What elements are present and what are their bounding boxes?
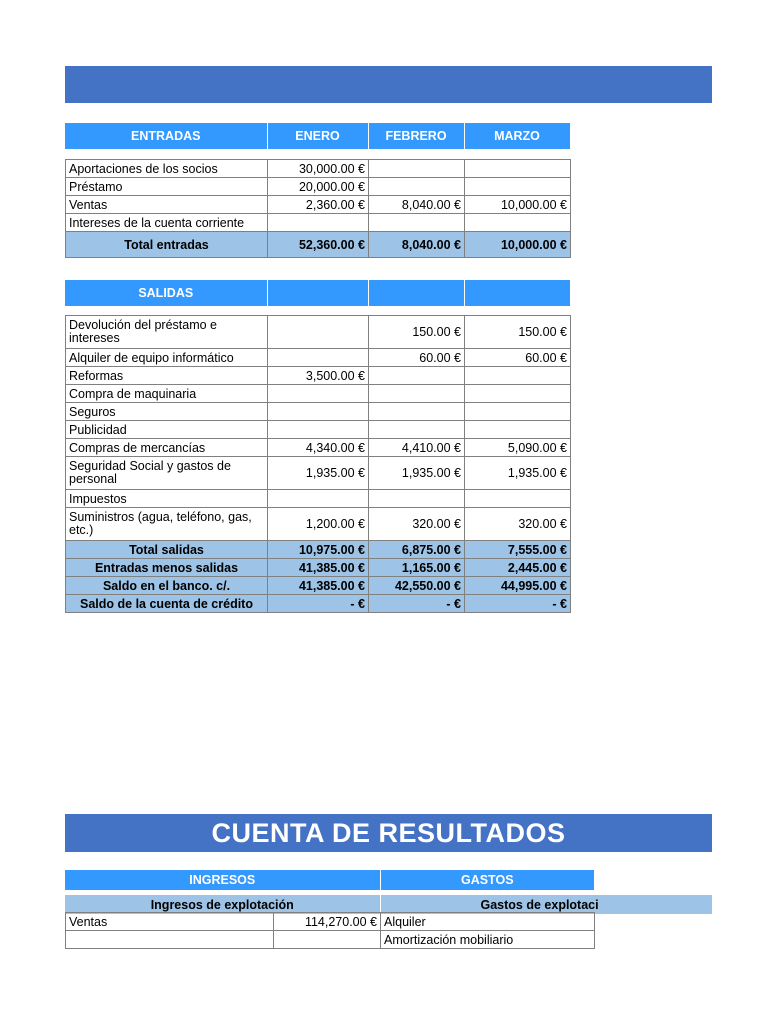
cell-enero xyxy=(268,385,369,403)
cell-enero: 4,340.00 € xyxy=(268,439,369,457)
total-febrero: 8,040.00 € xyxy=(369,232,465,258)
cell-enero: 20,000.00 € xyxy=(268,178,369,196)
cell-enero xyxy=(268,214,369,232)
total-enero: 41,385.00 € xyxy=(268,577,369,595)
cell-marzo xyxy=(465,421,571,439)
table-row xyxy=(66,931,595,949)
cell-enero xyxy=(268,403,369,421)
cell-febrero: 1,935.00 € xyxy=(369,457,465,490)
row-label: Alquiler de equipo informático xyxy=(66,349,268,367)
cell-enero: 2,360.00 € xyxy=(268,196,369,214)
cell-febrero: 4,410.00 € xyxy=(369,439,465,457)
row-label: Seguros xyxy=(66,403,268,421)
total-marzo: 7,555.00 € xyxy=(465,541,571,559)
cell-enero: 30,000.00 € xyxy=(268,160,369,178)
cell-marzo: 320.00 € xyxy=(465,508,571,541)
total-label: Total salidas xyxy=(66,541,268,559)
total-row xyxy=(66,559,571,577)
header-filler xyxy=(594,870,712,890)
ingresos-header: INGRESOS xyxy=(65,870,380,890)
cell-marzo: 1,935.00 € xyxy=(465,457,571,490)
ingreso-label: Ventas xyxy=(66,913,274,931)
total-label: Saldo en el banco. c/. xyxy=(66,577,268,595)
row-label: Préstamo xyxy=(66,178,268,196)
row-label: Compras de mercancías xyxy=(66,439,268,457)
total-marzo: - € xyxy=(465,595,571,613)
table-row xyxy=(66,367,571,385)
top-banner xyxy=(65,66,712,103)
entradas-header-label: ENTRADAS xyxy=(65,123,267,149)
table-row xyxy=(66,508,571,541)
cell-enero: 3,500.00 € xyxy=(268,367,369,385)
table-row xyxy=(66,913,595,931)
gastos-header: GASTOS xyxy=(380,870,594,890)
total-enero: - € xyxy=(268,595,369,613)
total-marzo: 44,995.00 € xyxy=(465,577,571,595)
table-row xyxy=(66,457,571,490)
header-blank-3 xyxy=(464,280,570,306)
cell-febrero xyxy=(369,367,465,385)
cell-marzo: 5,090.00 € xyxy=(465,439,571,457)
total-marzo: 10,000.00 € xyxy=(465,232,571,258)
salidas-table xyxy=(65,315,571,613)
table-row xyxy=(66,316,571,349)
cell-febrero xyxy=(369,403,465,421)
total-marzo: 2,445.00 € xyxy=(465,559,571,577)
table-row xyxy=(66,214,571,232)
total-row xyxy=(66,541,571,559)
total-label: Entradas menos salidas xyxy=(66,559,268,577)
row-label: Publicidad xyxy=(66,421,268,439)
table-row xyxy=(66,439,571,457)
cell-febrero: 8,040.00 € xyxy=(369,196,465,214)
table-row xyxy=(66,160,571,178)
total-row xyxy=(66,595,571,613)
total-label: Saldo de la cuenta de crédito xyxy=(66,595,268,613)
table-row xyxy=(66,178,571,196)
cell-marzo xyxy=(465,385,571,403)
cell-marzo xyxy=(465,214,571,232)
total-febrero: 1,165.00 € xyxy=(369,559,465,577)
cell-febrero xyxy=(369,421,465,439)
total-enero: 10,975.00 € xyxy=(268,541,369,559)
cell-febrero: 150.00 € xyxy=(369,316,465,349)
header-blank-2 xyxy=(368,280,464,306)
total-row xyxy=(66,577,571,595)
gasto-label: Alquiler xyxy=(381,913,595,931)
entradas-table xyxy=(65,159,571,258)
cell-marzo xyxy=(465,403,571,421)
cell-marzo xyxy=(465,160,571,178)
cell-enero xyxy=(268,349,369,367)
resultados-title: CUENTA DE RESULTADOS xyxy=(65,814,712,852)
header-blank-1 xyxy=(267,280,368,306)
total-enero: 41,385.00 € xyxy=(268,559,369,577)
row-label: Devolución del préstamo e intereses xyxy=(66,316,268,349)
resultados-header xyxy=(65,870,712,890)
header-marzo: MARZO xyxy=(464,123,570,149)
cell-enero: 1,200.00 € xyxy=(268,508,369,541)
entradas-header xyxy=(65,123,571,149)
ingreso-value xyxy=(274,931,381,949)
cell-marzo: 60.00 € xyxy=(465,349,571,367)
row-label: Impuestos xyxy=(66,490,268,508)
cell-marzo xyxy=(465,490,571,508)
cell-marzo: 10,000.00 € xyxy=(465,196,571,214)
row-label: Reformas xyxy=(66,367,268,385)
cell-febrero xyxy=(369,178,465,196)
row-label: Aportaciones de los socios xyxy=(66,160,268,178)
total-febrero: 42,550.00 € xyxy=(369,577,465,595)
total-febrero: - € xyxy=(369,595,465,613)
table-row xyxy=(66,403,571,421)
cell-enero xyxy=(268,421,369,439)
gasto-label: Amortización mobiliario xyxy=(381,931,595,949)
cell-marzo: 150.00 € xyxy=(465,316,571,349)
row-label: Ventas xyxy=(66,196,268,214)
header-enero: ENERO xyxy=(267,123,368,149)
total-febrero: 6,875.00 € xyxy=(369,541,465,559)
salidas-header xyxy=(65,280,571,306)
cell-febrero xyxy=(369,160,465,178)
cell-febrero: 320.00 € xyxy=(369,508,465,541)
table-row xyxy=(66,421,571,439)
salidas-header-label: SALIDAS xyxy=(65,280,267,306)
resultados-table xyxy=(65,912,595,949)
ingresos-subheader: Ingresos de explotación xyxy=(65,895,380,914)
table-row xyxy=(66,490,571,508)
cell-febrero: 60.00 € xyxy=(369,349,465,367)
table-row xyxy=(66,385,571,403)
cell-enero xyxy=(268,490,369,508)
cell-enero: 1,935.00 € xyxy=(268,457,369,490)
total-row xyxy=(66,232,571,258)
cell-enero xyxy=(268,316,369,349)
total-enero: 52,360.00 € xyxy=(268,232,369,258)
table-row xyxy=(66,196,571,214)
row-label: Suministros (agua, teléfono, gas, etc.) xyxy=(66,508,268,541)
table-row xyxy=(66,349,571,367)
cell-marzo xyxy=(465,178,571,196)
total-label: Total entradas xyxy=(66,232,268,258)
row-label: Intereses de la cuenta corriente xyxy=(66,214,268,232)
cell-febrero xyxy=(369,214,465,232)
ingreso-label xyxy=(66,931,274,949)
row-label: Compra de maquinaria xyxy=(66,385,268,403)
header-febrero: FEBRERO xyxy=(368,123,464,149)
ingreso-value: 114,270.00 € xyxy=(274,913,381,931)
cell-febrero xyxy=(369,490,465,508)
cell-febrero xyxy=(369,385,465,403)
gastos-subheader: Gastos de explotaci xyxy=(380,895,712,914)
row-label: Seguridad Social y gastos de personal xyxy=(66,457,268,490)
cell-marzo xyxy=(465,367,571,385)
